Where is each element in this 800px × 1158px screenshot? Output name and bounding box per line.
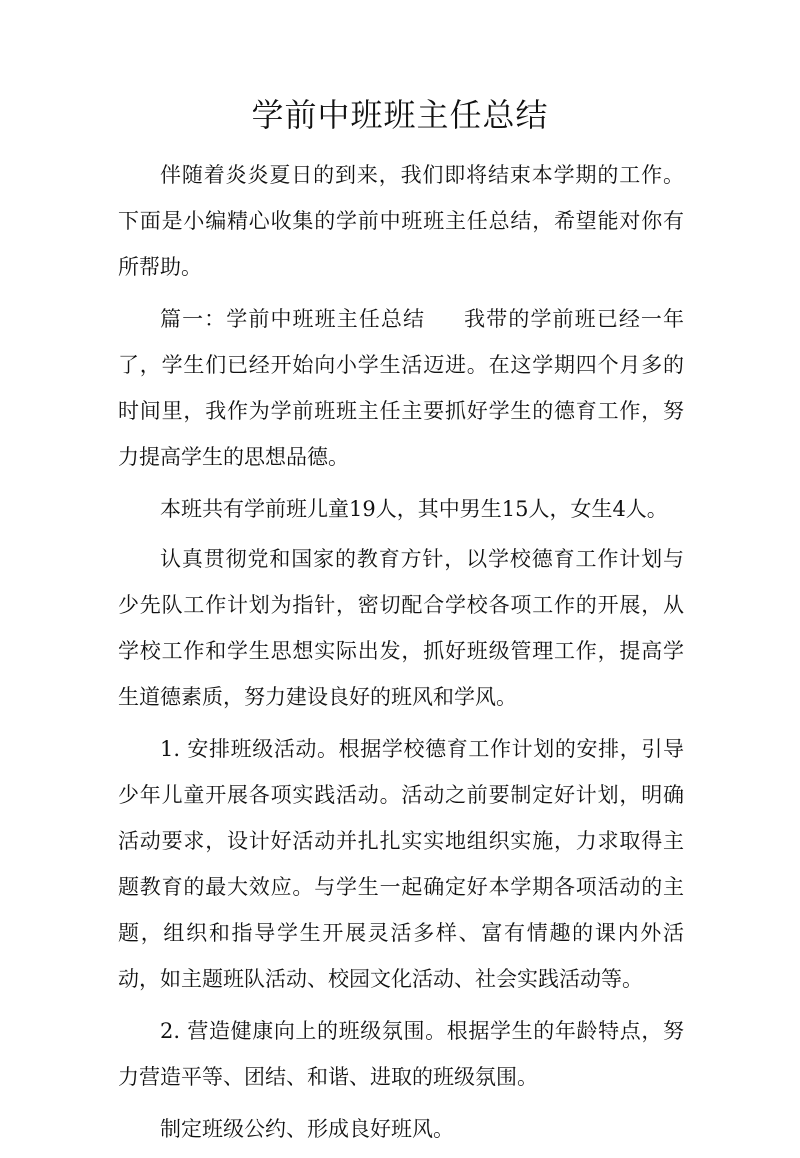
class-rules-paragraph: 制定班级公约、形成良好班风。 bbox=[160, 1117, 454, 1141]
document-body bbox=[118, 152, 684, 1158]
section-heading: 篇一：学前中班班主任总结 bbox=[160, 307, 426, 331]
policy-paragraph: 认真贯彻党和国家的教育方针，以学校德育工作计划与少先队工作计划为指针，密切配合学校各项工作的开展，从学校工作和学生思想实际出发，抓好班级管理工作，提高学生道德素质，努力建设良好的班风和学风。 bbox=[118, 547, 684, 709]
atmosphere-paragraph: 2. 营造健康向上的班级氛围。根据学生的年龄特点，努力营造平等、团结、和谐、进取的班级氛围。 bbox=[118, 1019, 684, 1089]
page-title: 学前中班班主任总结 bbox=[251, 96, 549, 134]
section-paragraph bbox=[118, 296, 684, 480]
class-size-paragraph: 本班共有学前班儿童19人，其中男生15人，女生4人。 bbox=[160, 497, 668, 521]
activities-paragraph: 1. 安排班级活动。根据学校德育工作计划的安排，引导少年儿童开展各项实践活动。活动之前要制定好计划，明确活动要求，设计好活动并扎扎实实地组织实施，力求取得主题教育的最大效应。与学生一起确定好本学期各项活动的主题，组织和指导学生开展灵活多样、富有情趣的课内外活动，如主题班队活动、校园文化活动、社会实践活动等。 bbox=[118, 737, 684, 991]
section-text: 我带的学前班已经一年了，学生们已经开始向小学生活迈进。在这学期四个月多的时间里，我作为学前班班主任主要抓好学生的德育工作，努力提高学生的思想品德。 bbox=[118, 307, 685, 469]
intro-paragraph: 伴随着炎炎夏日的到来，我们即将结束本学期的工作。下面是小编精心收集的学前中班班主任总结，希望能对你有所帮助。 bbox=[118, 163, 684, 279]
